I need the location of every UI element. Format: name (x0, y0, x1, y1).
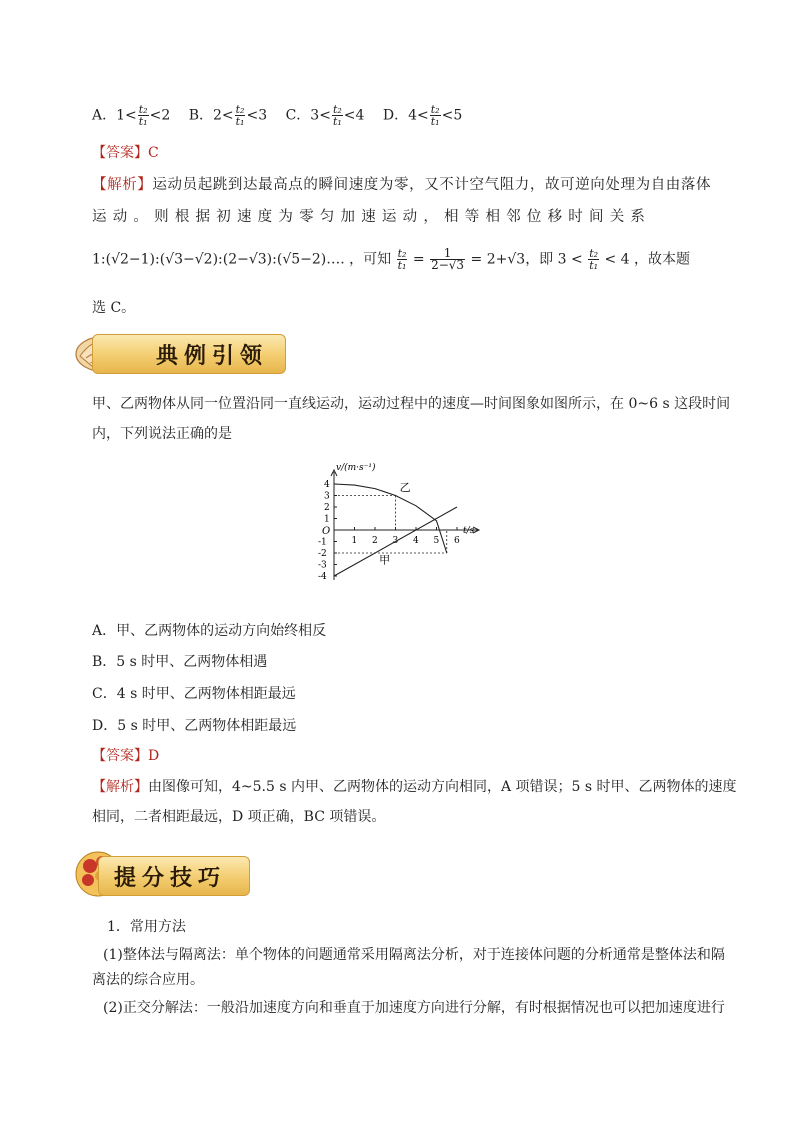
tips-p2-line1: (2)正交分解法：一般沿加速度方向和垂直于加速度方向进行分解，有时根据情况也可以把加速度进行 (103, 1000, 725, 1016)
x-tick-label: 1 (351, 536, 358, 546)
q2-option-b: B．5 s 时甲、乙两物体相遇 (92, 654, 268, 670)
y-axis-label: v/(m·s⁻¹) (336, 463, 376, 473)
q2-stem-line2: 内，下列说法正确的是 (92, 426, 232, 442)
q1-analysis-line3: 1:(√2−1):(√3−√2):(2−√3):(√5−2)…. ，可知 $\frac{\text{t₂}}{\text{t₁}}$ = $\frac{1}{2-√3}$ = 2+√3，即 3 < $\frac{\text{t₂}}{\text{t₁}}$ < 4 ，故本题 (92, 246, 691, 272)
q1-option-c: C．3< $\frac{\text{t₂}}{\text{t₁}}$ <4 (285, 103, 365, 128)
section-banner-examples (72, 330, 292, 376)
origin-label: O (322, 526, 331, 537)
q1-analysis-line1: 【解析】运动员起跳到达最高点的瞬间速度为零，又不计空气阻力，故可逆向处理为自由落体 (92, 177, 712, 193)
y-tick-label: 3 (324, 491, 330, 502)
y-tick-label: -4 (318, 572, 327, 582)
q2-option-c: C．4 s 时甲、乙两物体相距最远 (92, 686, 296, 702)
y-tick-label: -3 (318, 560, 327, 571)
x-tick-label: 4 (413, 536, 419, 546)
q2-option-d: D．5 s 时甲、乙两物体相距最远 (92, 718, 297, 734)
velocity-time-chart (310, 458, 490, 598)
y-tick-label: -2 (318, 549, 327, 559)
tips-p1-line1: (1)整体法与隔离法：单个物体的问题通常采用隔离法分析，对于连接体问题的分析通常是整体法和隔 (103, 947, 725, 963)
y-tick-label: 1 (324, 514, 330, 525)
y-tick-label: -1 (318, 537, 327, 548)
q2-answer: 【答案】D (92, 748, 160, 764)
q1-option-d: D．4< $\frac{\text{t₂}}{\text{t₁}}$ <5 (382, 103, 463, 128)
y-tick-label: 2 (324, 503, 330, 513)
q2-stem-line1: 甲、乙两物体从同一位置沿同一直线运动，运动过程中的速度—时间图象如图所示，在 0~6 s 这段时间 (92, 396, 731, 412)
x-tick-label: 3 (392, 536, 399, 546)
q1-option-a: A．1< $\frac{\text{t₂}}{\text{t₁}}$ <2 (92, 103, 171, 128)
q2-analysis-line2: 相同，二者相距最远，D 项正确，BC 项错误。 (92, 809, 386, 825)
q1-analysis-line2: 运 动 。 则 根 据 初 速 度 为 零 匀 加 速 运 动 ， 相 等 相 邻 位 移 时 间 关 系 (92, 209, 646, 225)
q1-options (92, 104, 476, 127)
x-tick-label: 6 (454, 536, 460, 546)
q1-answer: 【答案】C (92, 145, 159, 161)
series-label: 乙 (399, 480, 411, 494)
y-tick-label: 4 (324, 480, 330, 490)
x-axis-label: t/s (463, 526, 475, 536)
banner-title: 提分技巧 (114, 865, 227, 891)
tips-p1-line2: 离法的综合应用。 (92, 972, 204, 988)
q1-option-b: B．2< $\frac{\text{t₂}}{\text{t₁}}$ <3 (188, 103, 268, 128)
q1-analysis-line4: 选 C。 (92, 300, 136, 316)
x-tick-label: 2 (372, 536, 378, 546)
q2-analysis-line1: 【解析】由图像可知，4~5.5 s 内甲、乙两物体的运动方向相同，A 项错误；5 s 时甲、乙两物体的速度 (92, 779, 737, 795)
section-banner-tips (72, 852, 252, 898)
tips-heading: 1．常用方法 (107, 919, 186, 935)
banner-title: 典例引领 (156, 343, 269, 369)
series-label: 甲 (379, 553, 391, 567)
q2-option-a: A．甲、乙两物体的运动方向始终相反 (92, 623, 327, 639)
x-tick-label: 5 (433, 536, 440, 546)
